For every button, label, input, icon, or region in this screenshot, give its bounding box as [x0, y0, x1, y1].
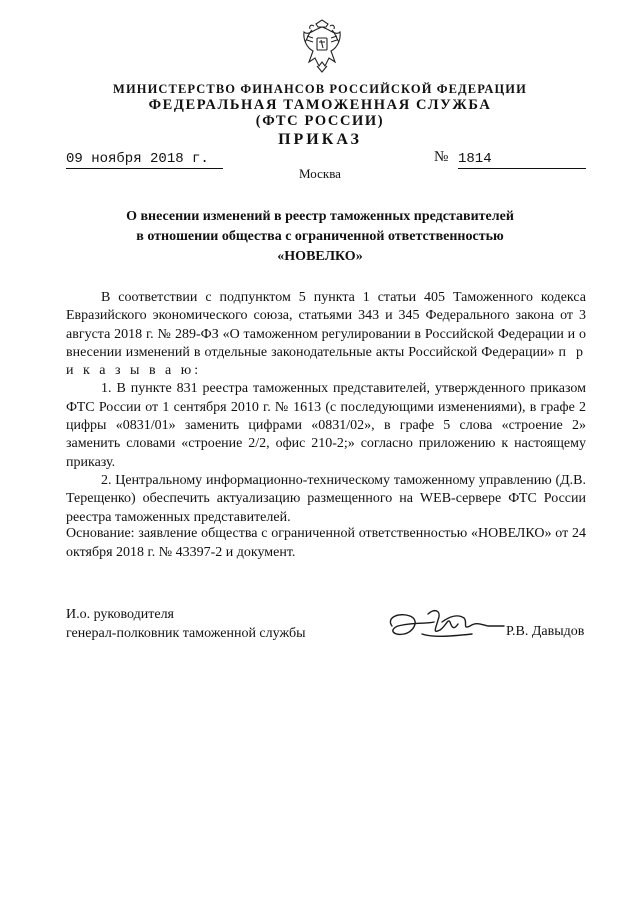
document-city: Москва	[299, 166, 341, 181]
order-item-2: 2. Центральному информационно-техническому таможенному управлению (Д.В. Терещенко) обеспечить актуализацию размещенного на WEB-сервере ФТС России реестра таможенных представителей.	[66, 472, 586, 525]
title-line: О внесении изменений в реестр таможенных представителей	[126, 209, 514, 224]
order-word: п р и к а з ы в а ю:	[66, 344, 587, 379]
document-type: ПРИКАЗ	[278, 131, 362, 148]
document-number: 1814	[458, 151, 586, 169]
document-body	[66, 289, 586, 527]
service-name: ФЕДЕРАЛЬНАЯ ТАМОЖЕННАЯ СЛУЖБА	[148, 97, 492, 113]
title-line: «НОВЕЛКО»	[277, 249, 363, 264]
document-date: 09 ноября 2018 г.	[66, 151, 223, 169]
number-sign: №	[434, 149, 449, 165]
position-line: И.о. руководителя	[66, 607, 175, 622]
preamble-text: В соответствии с подпунктом 5 пункта 1 статьи 405 Таможенного кодекса Евразийского экономического союза, статьями 343 и 345 Федерального закона от 3 августа 2018 г. № 289-ФЗ «О таможенном регулировании в Российской Федерации и о внесении изменений в отдельные законодательные акты Российской Федерации»	[66, 290, 586, 360]
basis-paragraph: Основание: заявление общества с ограниченной ответственностью «НОВЕЛКО» от 24 октября 2018 г. № 43397-2 и документ.	[66, 526, 586, 560]
handwritten-signature-icon	[384, 604, 508, 646]
signer-name: Р.В. Давыдов	[506, 624, 585, 639]
position-line: генерал-полковник таможенной службы	[66, 626, 306, 641]
ministry-name: МИНИСТЕРСТВО ФИНАНСОВ РОССИЙСКОЙ ФЕДЕРАЦИИ	[113, 82, 527, 96]
preamble-paragraph	[66, 289, 586, 380]
service-abbreviation: (ФТС РОССИИ)	[255, 113, 385, 129]
document-title	[60, 207, 580, 267]
signatory-position	[66, 605, 305, 643]
order-item-1: 1. В пункте 831 реестра таможенных представителей, утвержденного приказом ФТС России от 1 сентября 2010 г. № 1613 (с последующими изменениями), в графе 2 цифры «0831/01» заменить цифрами «0831/02», в графе 5 слова «строение 2» заменить словами «строение 2/2, офис 210-2;» согласно приложению к настоящему приказу.	[66, 381, 586, 470]
title-line: в отношении общества с ограниченной ответственностью	[136, 229, 504, 244]
russian-coat-of-arms-icon	[299, 18, 345, 74]
